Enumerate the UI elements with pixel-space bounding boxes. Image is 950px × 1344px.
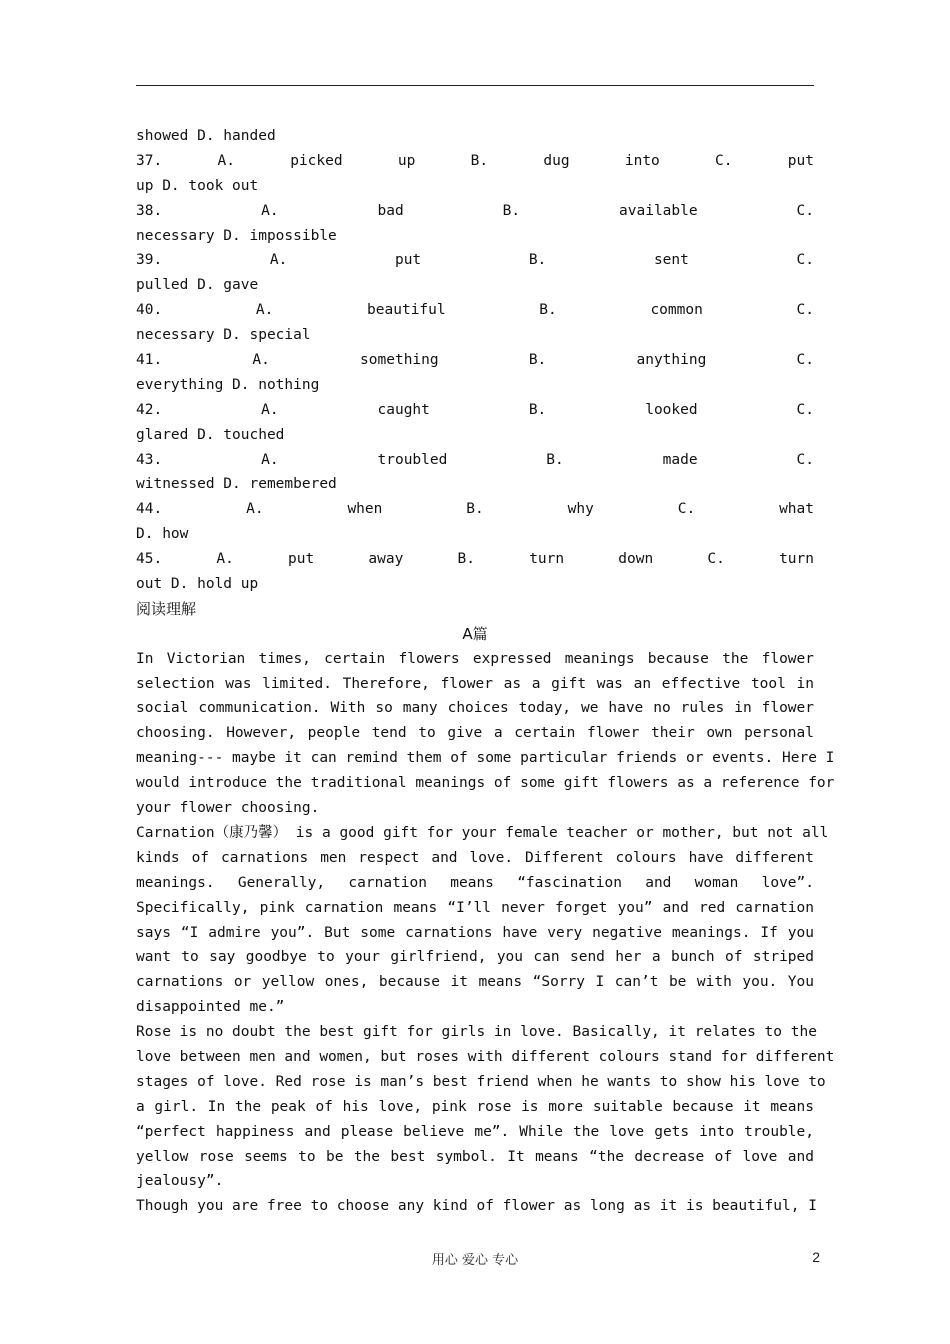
text-line: choosing. However, people tend to give a certain flower their own personal (136, 725, 814, 742)
text-line: would introduce the traditional meanings of some gift flowers as a reference for (136, 775, 835, 792)
text-line: witnessed D. remembered (136, 476, 337, 493)
text-line: Rose is no doubt the best gift for girls in love. Basically, it relates to the (136, 1024, 817, 1041)
text-line: 阅读理解 (136, 599, 197, 618)
text-line: D. how (136, 526, 189, 543)
text-line: out D. hold up (136, 576, 259, 593)
text-line: selection was limited. Therefore, flower as a gift was an effective tool in (136, 675, 814, 692)
text-line: showed D. handed (136, 128, 276, 144)
footer-motto: 用心 爱心 专心 (431, 1253, 519, 1268)
text-line: 44. A. when B. why C. what (136, 501, 814, 518)
document-body (136, 124, 835, 1219)
text-line: Though you are free to choose any kind of flower as long as it is beautiful, I (136, 1198, 817, 1215)
text-line: stages of love. Red rose is man’s best friend when he wants to show his love to (136, 1073, 826, 1090)
text-line: says “I admire you”. But some carnations have very negative meanings. If you (136, 924, 814, 941)
text-line: disappointed me.” (136, 999, 285, 1016)
text-line: jealousy”. (136, 1173, 224, 1190)
text-line: carnations or yellow ones, because it means “Sorry I can’t be with you. You (136, 974, 814, 991)
text-line: 39. A. put B. sent C. (136, 252, 814, 269)
text-line: necessary D. impossible (136, 227, 337, 244)
text-line: everything D. nothing (136, 376, 320, 393)
page-number: 2 (812, 1249, 820, 1265)
text-line: meanings. Generally, carnation means “fascination and woman love”. (136, 874, 814, 891)
header-rule (136, 85, 814, 86)
text-line: pulled D. gave (136, 277, 259, 294)
text-line: necessary D. special (136, 327, 311, 344)
text-line: 37. A. picked up B. dug into C. put (136, 152, 814, 169)
text-line: kinds of carnations men respect and love. Different colours have different (136, 849, 814, 866)
text-line: In Victorian times, certain flowers expressed meanings because the flower (136, 650, 814, 667)
text-line: 43. A. troubled B. made C. (136, 451, 814, 468)
text-line: A篇 (462, 624, 488, 643)
text-line: Specifically, pink carnation means “I’ll never forget you” and red carnation (136, 899, 814, 916)
text-line: 45. A. put away B. turn down C. turn (136, 551, 814, 568)
text-line: want to say goodbye to your girlfriend, you can send her a bunch of striped (136, 949, 814, 966)
text-line: 40. A. beautiful B. common C. (136, 302, 814, 319)
text-line: yellow rose seems to be the best symbol. It means “the decrease of love and (136, 1148, 814, 1165)
text-line: love between men and women, but roses with different colours stand for different (136, 1048, 835, 1065)
text-line: “perfect happiness and please believe me”. While the love gets into trouble, (136, 1123, 814, 1140)
text-line: a girl. In the peak of his love, pink rose is more suitable because it means (136, 1098, 814, 1115)
text-line: social communication. With so many choices today, we have no rules in flower (136, 700, 814, 717)
text-line: 42. A. caught B. looked C. (136, 401, 814, 418)
text-line: meaning--- maybe it can remind them of some particular friends or events. Here I (136, 750, 835, 767)
text-line: 38. A. bad B. available C. (136, 202, 814, 219)
text-line: your flower choosing. (136, 800, 320, 817)
text-line: 41. A. something B. anything C. (136, 352, 814, 369)
text-line: Carnation（康乃馨） is a good gift for your female teacher or mother, but not all (136, 824, 829, 841)
text-line: glared D. touched (136, 426, 285, 443)
text-line: up D. took out (136, 177, 259, 194)
